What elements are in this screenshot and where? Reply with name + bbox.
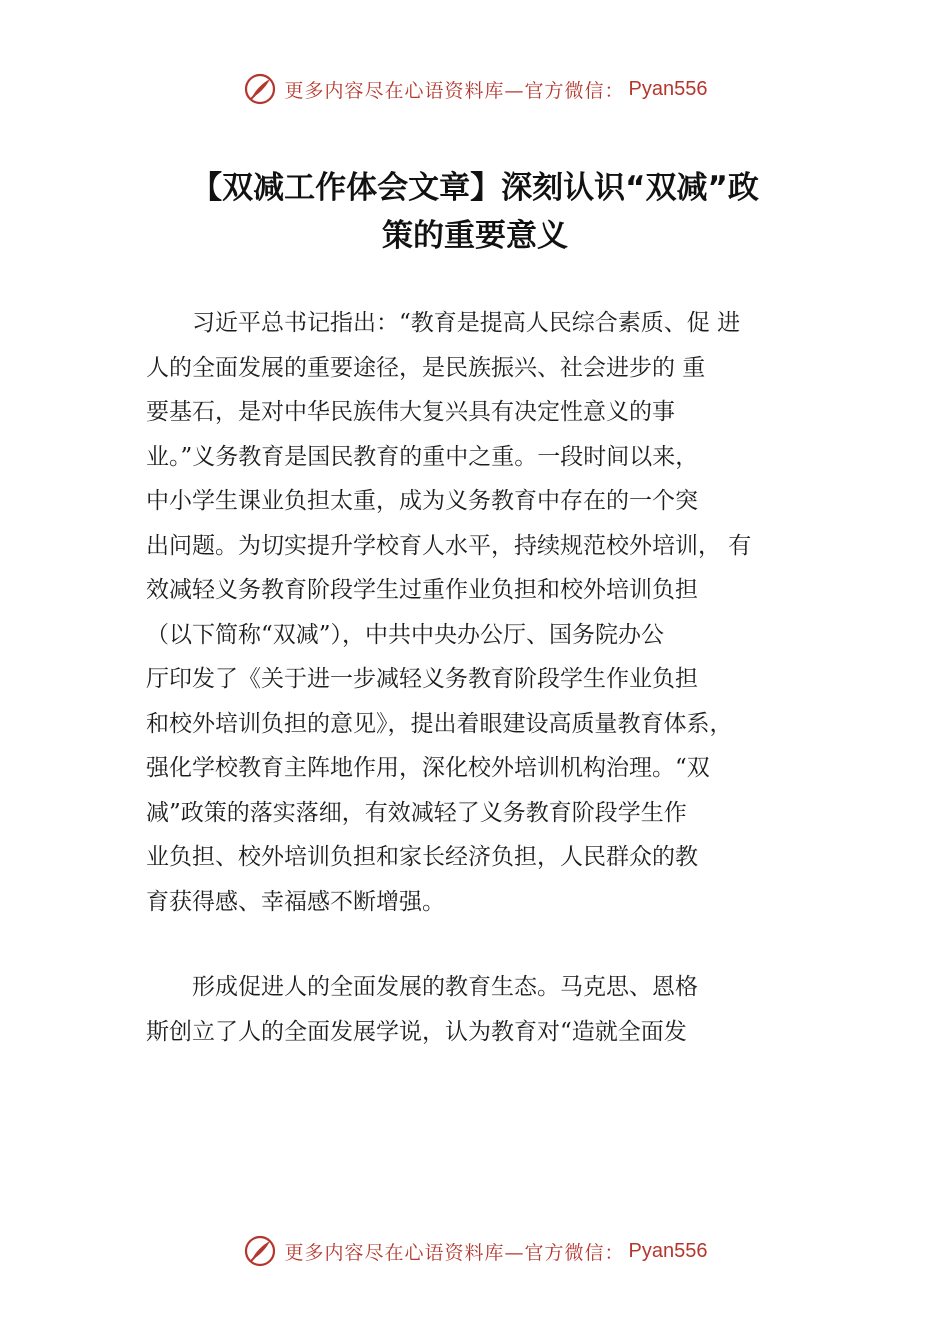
paragraph-2 bbox=[146, 965, 836, 1054]
paragraph-line: 斯创立了人的全面发展学说，认为教育对“造就全面发 bbox=[146, 1018, 687, 1045]
watermark-text: 更多内容尽在心语资料库—官方微信： bbox=[284, 1241, 625, 1264]
paragraph-line: （以下简称“双减”），中共中央办公厅、国务院办公 bbox=[146, 621, 665, 648]
paragraph-line: 形成促进人的全面发展的教育生态。马克思、恩格 bbox=[146, 974, 698, 1000]
paragraph-line: 业负担、校外培训负担和家长经济负担，人民群众的教 bbox=[146, 844, 698, 870]
document-title bbox=[120, 164, 830, 260]
paragraph-line: 效减轻义务教育阶段学生过重作业负担和校外培训负担 bbox=[146, 577, 698, 603]
paragraph-line: 和校外培训负担的意见》，提出着眼建设高质量教育体系， bbox=[146, 710, 733, 737]
watermark-wechat-id: Pyan556 bbox=[628, 1239, 708, 1262]
footer-watermark bbox=[0, 1234, 950, 1268]
header-watermark bbox=[0, 72, 950, 106]
paragraph-line: 业。”义务教育是国民教育的重中之重。一段时间以来， bbox=[146, 443, 699, 470]
paragraph-line: 出问题。为切实提升学校育人水平，持续规范校外培训， 有 bbox=[146, 532, 752, 559]
paragraph-line: 强化学校教育主阵地作用，深化校外培训机构治理。“双 bbox=[146, 755, 710, 781]
paragraph-line: 育获得感、幸福感不断增强。 bbox=[146, 888, 445, 915]
title-line: 【双减工作体会文章】深刻认识“双减”政 bbox=[191, 170, 759, 206]
paragraph-1 bbox=[146, 301, 836, 924]
paragraph-line: 人的全面发展的重要途径，是民族振兴、社会进步的 重 bbox=[146, 354, 706, 381]
paragraph-line: 习近平总书记指出：“教育是提高人民综合素质、促 进 bbox=[146, 310, 741, 336]
paragraph-line: 厅印发了《关于进一步减轻义务教育阶段学生作业负担 bbox=[146, 666, 698, 692]
watermark-text: 更多内容尽在心语资料库—官方微信： bbox=[284, 79, 625, 102]
quill-pen-seal-icon bbox=[243, 72, 277, 106]
paragraph-line: 要基石，是对中华民族伟大复兴具有决定性意义的事 bbox=[146, 399, 675, 425]
quill-pen-seal-icon bbox=[243, 1234, 277, 1268]
title-line: 策的重要意义 bbox=[382, 218, 568, 254]
paragraph-line: 中小学生课业负担太重，成为义务教育中存在的一个突 bbox=[146, 488, 698, 514]
watermark-wechat-id: Pyan556 bbox=[628, 77, 708, 100]
paragraph-line: 减”政策的落实落细，有效减轻了义务教育阶段学生作 bbox=[146, 799, 687, 826]
